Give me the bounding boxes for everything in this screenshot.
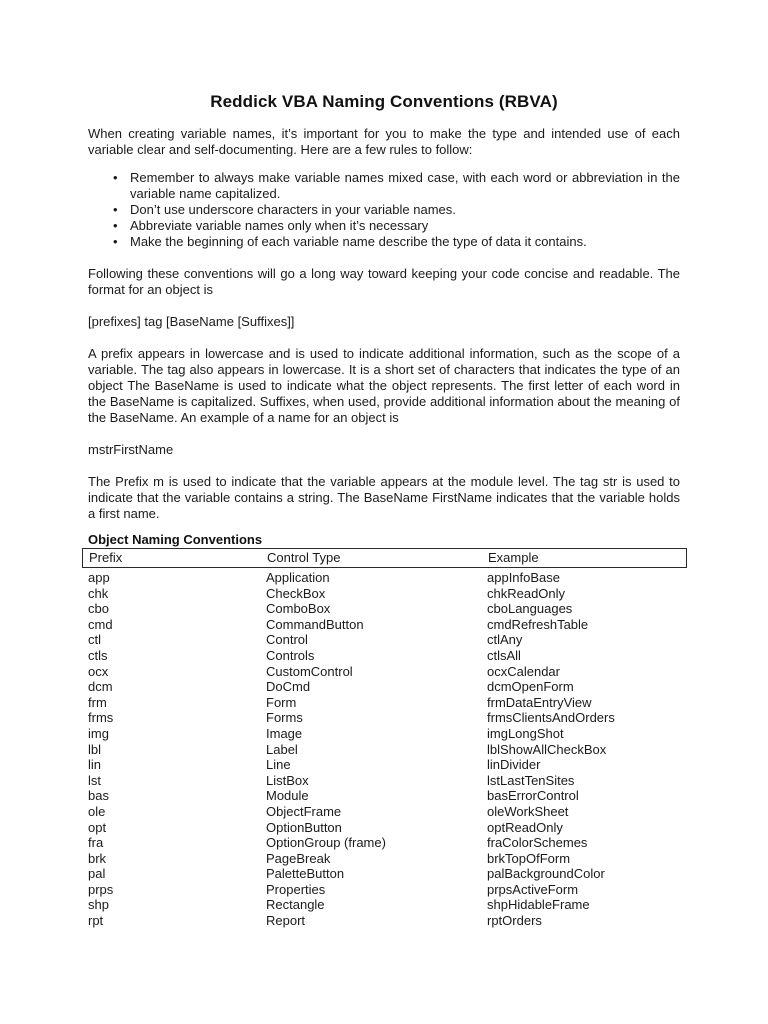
prefix-explanation-paragraph: A prefix appears in lowercase and is used to indicate additional information, such as the scope of a variable. The tag also appears in lowercase. It is a short set of characters that indicates the type of an object The BaseName is used to indicate what the object represents. The first letter of each word in the BaseName is capitalized. Suffixes, when used, provide additional information about the meaning of the BaseName. An example of a name for an object is <box>88 346 680 425</box>
cell-example: rptOrders <box>487 913 542 929</box>
table-row <box>88 648 680 664</box>
example-name-line: mstrFirstName <box>88 442 174 457</box>
table-row <box>88 664 680 680</box>
table-row <box>88 757 680 773</box>
table-header-row <box>82 548 687 568</box>
cell-example: oleWorkSheet <box>487 803 569 819</box>
cell-example: lblShowAllCheckBox <box>487 741 607 757</box>
cell-control-type: CustomControl <box>266 663 353 679</box>
table-row <box>88 601 680 617</box>
cell-prefix: lbl <box>88 741 102 757</box>
cell-control-type: Forms <box>266 710 303 726</box>
table-row <box>88 820 680 836</box>
cell-example: frmsClientsAndOrders <box>487 710 615 726</box>
table-row <box>88 695 680 711</box>
cell-example: ctlAny <box>487 632 523 648</box>
cell-prefix: dcm <box>88 679 113 695</box>
cell-prefix: app <box>88 570 110 585</box>
table-row <box>88 897 680 913</box>
table-row <box>88 835 680 851</box>
table-row <box>88 913 680 929</box>
rules-bullet-list <box>88 170 680 250</box>
cell-example: cboLanguages <box>487 601 573 617</box>
bullet-item <box>88 170 680 202</box>
cell-prefix: ctl <box>88 632 101 648</box>
cell-control-type: CheckBox <box>266 585 326 601</box>
cell-prefix: fra <box>88 835 104 851</box>
table-row <box>88 851 680 867</box>
cell-example: optReadOnly <box>487 819 563 835</box>
cell-example: linDivider <box>487 757 541 773</box>
table-row <box>88 773 680 789</box>
cell-example: lstLastTenSites <box>487 772 575 788</box>
cell-example: appInfoBase <box>487 570 561 585</box>
cell-control-type: Properties <box>266 881 326 897</box>
table-row <box>88 679 680 695</box>
cell-control-type: OptionGroup (frame) <box>266 835 386 851</box>
cell-control-type: Controls <box>266 647 315 663</box>
cell-prefix: chk <box>88 585 109 601</box>
cell-prefix: brk <box>88 850 107 866</box>
column-header-prefix: Prefix <box>89 550 123 565</box>
table-row <box>88 570 680 586</box>
column-header-control-type: Control Type <box>267 550 341 565</box>
table-row <box>88 788 680 804</box>
table-row <box>88 710 680 726</box>
cell-example: dcmOpenForm <box>487 679 574 695</box>
bullet-text: Abbreviate variable names only when it’s necessary <box>130 218 429 233</box>
cell-control-type: ComboBox <box>266 601 331 617</box>
cell-example: imgLongShot <box>487 725 564 741</box>
cell-control-type: Control <box>266 632 308 648</box>
cell-example: shpHidableFrame <box>487 897 590 913</box>
cell-control-type: Module <box>266 788 309 804</box>
cell-prefix: rpt <box>88 913 104 929</box>
bullet-marker: • <box>113 170 118 185</box>
cell-example: ocxCalendar <box>487 663 560 679</box>
cell-prefix: cmd <box>88 616 113 632</box>
cell-control-type: Report <box>266 913 306 929</box>
cell-control-type: PageBreak <box>266 850 331 866</box>
cell-example: palBackgroundColor <box>487 866 605 882</box>
cell-control-type: ObjectFrame <box>266 803 342 819</box>
column-header-example: Example <box>488 550 539 565</box>
cell-prefix: shp <box>88 897 109 913</box>
bullet-marker: • <box>113 218 118 233</box>
object-format-line: [prefixes] tag [BaseName [Suffixes]] <box>88 314 295 329</box>
cell-control-type: Image <box>266 725 303 741</box>
bullet-item <box>88 218 680 234</box>
conventions-paragraph: Following these conventions will go a long way toward keeping your code concise and readable. The format for an object is <box>88 266 680 297</box>
table-row <box>88 586 680 602</box>
cell-control-type: Line <box>266 757 291 773</box>
table-row <box>88 742 680 758</box>
bullet-marker: • <box>113 234 118 249</box>
cell-control-type: PaletteButton <box>266 866 345 882</box>
cell-control-type: Rectangle <box>266 897 325 913</box>
cell-example: fraColorSchemes <box>487 835 588 851</box>
cell-example: prpsActiveForm <box>487 881 579 897</box>
cell-prefix: opt <box>88 819 107 835</box>
table-row <box>88 726 680 742</box>
cell-prefix: lin <box>88 757 102 773</box>
cell-control-type: CommandButton <box>266 616 364 632</box>
cell-prefix: frm <box>88 694 107 710</box>
table-row <box>88 882 680 898</box>
table-row <box>88 632 680 648</box>
bullet-text: Remember to always make variable names mixed case, with each word or abbreviation in the variable name capitalized. <box>130 170 680 201</box>
cell-prefix: ole <box>88 803 106 819</box>
object-naming-conventions-heading: Object Naming Conventions <box>88 532 263 547</box>
table-row <box>88 866 680 882</box>
cell-control-type: Label <box>266 741 298 757</box>
cell-control-type: ListBox <box>266 772 309 788</box>
cell-prefix: prps <box>88 881 114 897</box>
object-naming-table <box>88 570 680 929</box>
cell-example: frmDataEntryView <box>487 694 592 710</box>
cell-prefix: cbo <box>88 601 109 617</box>
cell-control-type: DoCmd <box>266 679 311 695</box>
cell-control-type: OptionButton <box>266 819 342 835</box>
cell-prefix: lst <box>88 772 101 788</box>
bullet-text: Don’t use underscore characters in your variable names. <box>130 202 456 217</box>
cell-example: cmdRefreshTable <box>487 616 589 632</box>
cell-example: basErrorControl <box>487 788 579 804</box>
cell-example: chkReadOnly <box>487 585 566 601</box>
document-title: Reddick VBA Naming Conventions (RBVA) <box>210 92 558 111</box>
example-explanation-paragraph: The Prefix m is used to indicate that the variable appears at the module level. The tag str is used to indicate that the variable contains a string. The BaseName FirstName indicates that the variable holds a first name. <box>88 474 680 521</box>
cell-prefix: frms <box>88 710 114 726</box>
bullet-item <box>88 234 680 250</box>
bullet-marker: • <box>113 202 118 217</box>
cell-prefix: pal <box>88 866 106 882</box>
cell-control-type: Application <box>266 570 330 585</box>
cell-prefix: ocx <box>88 663 109 679</box>
bullet-item <box>88 202 680 218</box>
bullet-text: Make the beginning of each variable name describe the type of data it contains. <box>130 234 587 249</box>
cell-example: brkTopOfForm <box>487 850 571 866</box>
cell-prefix: img <box>88 725 109 741</box>
table-row <box>88 804 680 820</box>
cell-prefix: ctls <box>88 647 108 663</box>
cell-prefix: bas <box>88 788 109 804</box>
cell-example: ctlsAll <box>487 647 521 663</box>
cell-control-type: Form <box>266 694 297 710</box>
table-row <box>88 617 680 633</box>
intro-paragraph: When creating variable names, it’s important for you to make the type and intended use of each variable clear and self-documenting. Here are a few rules to follow: <box>88 126 680 157</box>
